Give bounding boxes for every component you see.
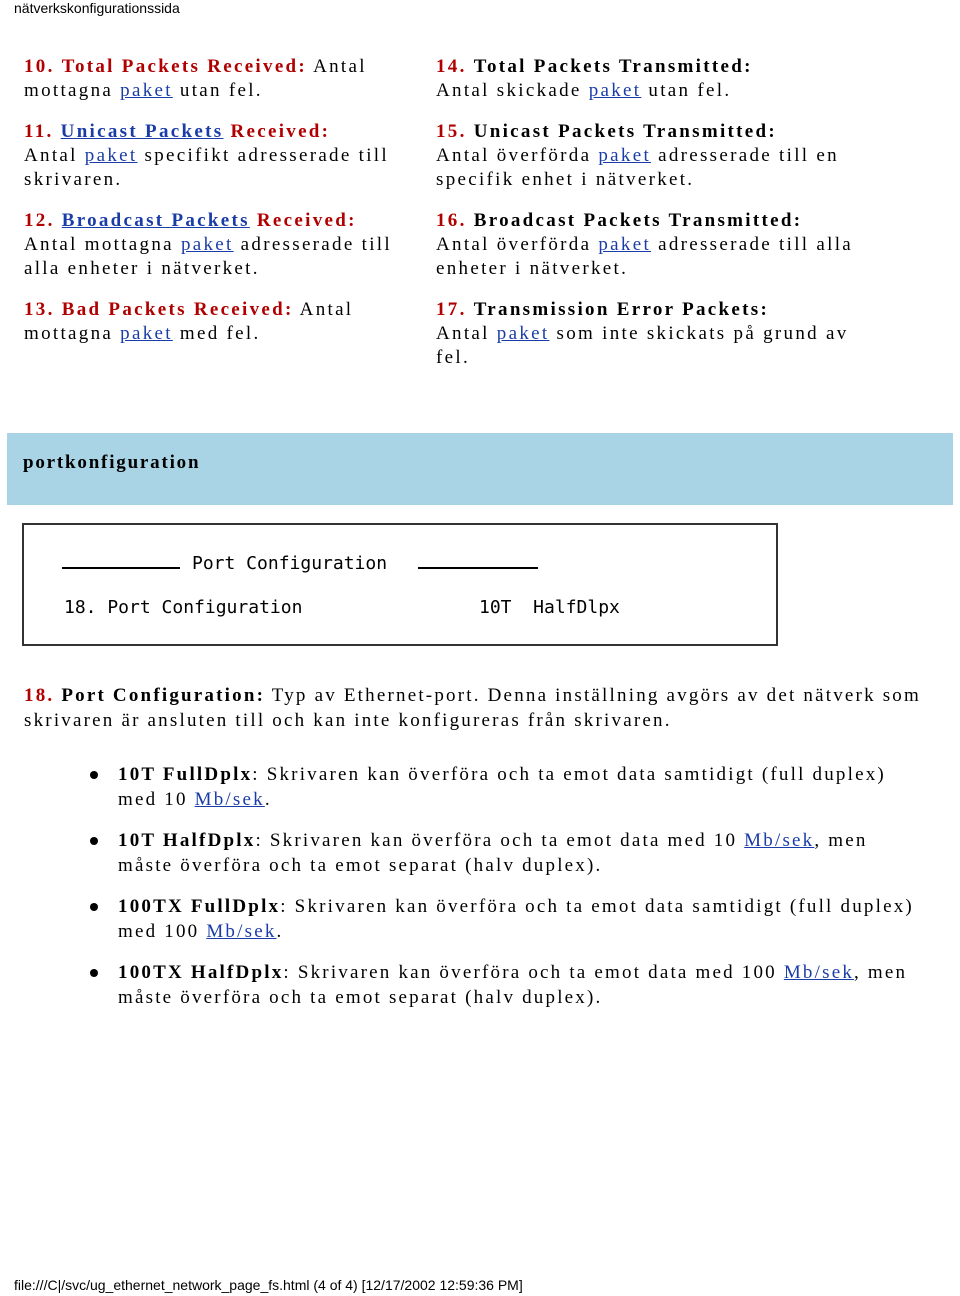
paket-link[interactable]: paket [496,323,550,344]
list-item [24,55,419,103]
item-text: som inte skickats på grund av fel. [436,323,849,368]
list-item [436,298,856,370]
item-text: Antal mottagna [24,299,354,344]
list-item [436,55,856,103]
item-text: Antal [436,323,490,344]
item-number: 13. [24,299,55,320]
paket-link[interactable]: paket [84,145,138,166]
item-text: Antal skickade [436,80,582,101]
bullet-icon [90,903,98,911]
list-item [24,120,419,192]
paket-link[interactable]: paket [598,234,652,255]
paket-link[interactable]: paket [180,234,234,255]
item-title: Received: [256,210,357,231]
option-text: : Skrivaren kan överföra och ta emot data med 100 [283,962,777,983]
mbsek-link[interactable]: Mb/sek [194,789,265,810]
bullet-icon [90,837,98,845]
paket-link[interactable]: paket [588,80,642,101]
item-title: Broadcast Packets Transmitted: [473,210,803,231]
unicast-packets-link[interactable]: Unicast Packets [60,121,224,142]
item-title: Transmission Error Packets: [473,299,770,320]
item-title: Total Packets Received: [61,56,308,77]
item-text: utan fel. [179,80,263,101]
item-text: Antal [24,145,78,166]
item-title: Port Configuration: [61,685,266,706]
list-item [90,960,920,1010]
port-configuration-screenshot [22,523,778,646]
item-text: Antal mottagna [24,56,367,101]
option-term: 100TX FullDplx [118,896,281,917]
item-title: Received: [230,121,331,142]
option-term: 10T FullDplx [118,764,253,785]
item-title: Unicast Packets Transmitted: [473,121,778,142]
item-text: adresserade till alla enheter i nätverket. [436,234,854,279]
page-header-title: nätverkskonfigurationssida [14,0,180,16]
item-text: Antal överförda [436,234,592,255]
item-title: Total Packets Transmitted: [473,56,753,77]
heading-rule-right [418,567,538,569]
item-text: Antal mottagna [24,234,174,255]
option-term: 100TX HalfDplx [118,962,284,983]
option-text: : Skrivaren kan överföra och ta emot data samtidigt (full duplex) med 10 [118,764,886,810]
section-title: portkonfiguration [23,452,201,473]
item-number: 15. [436,121,467,142]
paket-link[interactable]: paket [120,323,173,344]
bullet-icon [90,969,98,977]
item-text: utan fel. [648,80,732,101]
screenshot-row-label: 18. Port Configuration [64,597,303,618]
item-number: 12. [24,210,55,231]
bullet-icon [90,771,98,779]
list-item [24,298,419,346]
item-number: 11. [24,121,54,142]
list-item [24,209,419,281]
item-number: 18. [24,685,55,706]
item-text: adresserade till en specifik enhet i nätverket. [436,145,839,190]
item-text: Typ av Ethernet-port. Denna inställning avgörs av det nätverk som skrivaren är ansluten till och kan inte konfigureras från skrivaren. [24,685,921,731]
option-term: 10T HalfDplx [118,830,256,851]
list-item [90,894,920,944]
option-text: , men måste överföra och ta emot separat (halv duplex). [118,962,908,1008]
item-text: med fel. [179,323,261,344]
list-item [90,762,920,812]
left-column [24,55,419,363]
port-configuration-description [24,683,929,733]
item-number: 10. [24,56,55,77]
screenshot-row-value: 10T HalfDlpx [479,597,620,618]
item-number: 14. [436,56,467,77]
list-item [436,120,856,192]
item-title: Bad Packets Received: [61,299,294,320]
paket-link[interactable]: paket [598,145,652,166]
option-text: . [276,921,284,942]
mbsek-link[interactable]: Mb/sek [783,962,855,983]
item-text: Antal överförda [436,145,592,166]
item-text: specifikt adresserade till skrivaren. [24,145,389,190]
broadcast-packets-link[interactable]: Broadcast Packets [61,210,250,231]
item-number: 16. [436,210,467,231]
page-footer: file:///C|/svc/ug_ethernet_network_page_fs.html (4 of 4) [12/17/2002 12:59:36 PM] [14,1277,523,1293]
mbsek-link[interactable]: Mb/sek [206,921,277,942]
mbsek-link[interactable]: Mb/sek [744,830,815,851]
option-text: : Skrivaren kan överföra och ta emot data samtidigt (full duplex) med 100 [118,896,914,942]
item-text: adresserade till alla enheter i nätverket. [24,234,392,279]
paket-link[interactable]: paket [120,80,173,101]
item-number: 17. [436,299,467,320]
list-item [436,209,856,281]
port-options-list [90,762,920,1026]
right-column [436,55,856,387]
option-text: , men måste överföra och ta emot separat (halv duplex). [118,830,868,876]
option-text: : Skrivaren kan överföra och ta emot data med 10 [255,830,738,851]
option-text: . [264,789,272,810]
screenshot-heading: Port Configuration [192,553,388,574]
heading-rule-left [62,567,180,569]
list-item [90,828,920,878]
section-header-band [7,433,953,505]
